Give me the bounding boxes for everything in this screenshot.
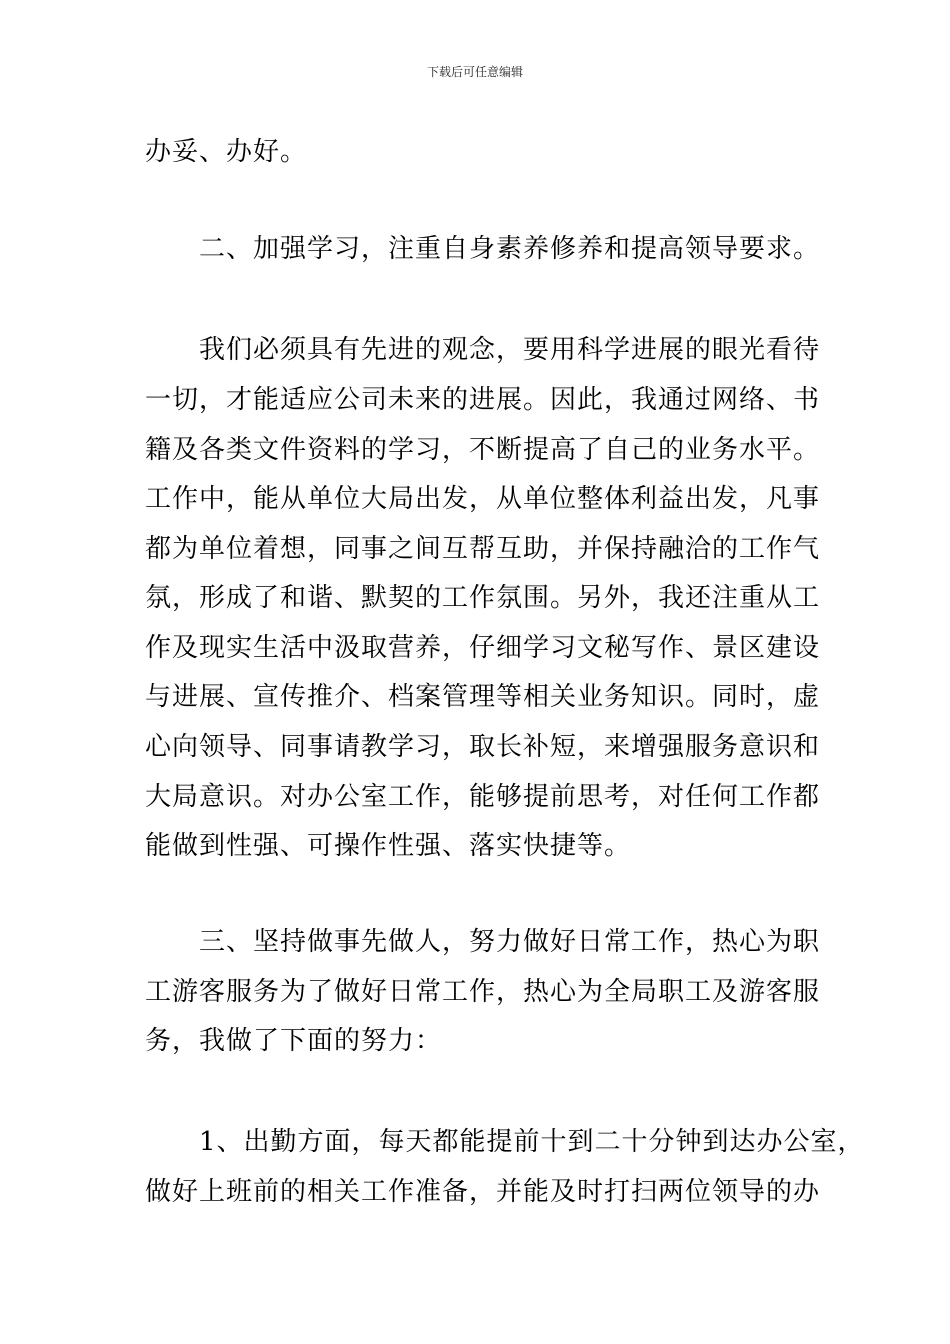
text-line: 务，我做了下面的努力： <box>145 1026 443 1056</box>
text-line: 大局意识。对办公室工作，能够提前思考，对任何工作都 <box>145 782 821 812</box>
text-line: 办妥、办好。 <box>145 137 308 167</box>
text-line: 工作中，能从单位大局出发，从单位整体利益出发，凡事 <box>145 484 821 514</box>
text-line: 1、出勤方面，每天都能提前十到二十分钟到达办公室， <box>145 1127 865 1157</box>
text-line: 心向领导、同事请教学习，取长补短，来增强服务意识和 <box>145 732 821 762</box>
text-line: 做好上班前的相关工作准备，并能及时打扫两位领导的办 <box>145 1177 821 1207</box>
text-line: 作及现实生活中汲取营养，仔细学习文秘写作、景区建设 <box>145 633 821 663</box>
text-line: 工游客服务为了做好日常工作，热心为全局职工及游客服 <box>145 977 821 1007</box>
text-line: 都为单位着想，同事之间互帮互助，并保持融洽的工作气 <box>145 534 821 564</box>
text-line: 我们必须具有先进的观念，要用科学进展的眼光看待 <box>145 335 821 365</box>
text-line: 与进展、宣传推介、档案管理等相关业务知识。同时，虚 <box>145 682 821 712</box>
section-heading-3: 三、坚持做事先做人，努力做好日常工作，热心为职 <box>145 927 821 957</box>
section-heading-2: 二、加强学习，注重自身素养修养和提高领导要求。 <box>145 234 821 264</box>
text-line: 籍及各类文件资料的学习，不断提高了自己的业务水平。 <box>145 435 821 465</box>
text-line: 一切，才能适应公司未来的进展。因此，我通过网络、书 <box>145 385 821 415</box>
text-line: 能做到性强、可操作性强、落实快捷等。 <box>145 831 632 861</box>
page-header: 下载后可任意编辑 <box>426 65 523 79</box>
text-line: 氛，形成了和谐、默契的工作氛围。另外，我还注重从工 <box>145 583 821 613</box>
